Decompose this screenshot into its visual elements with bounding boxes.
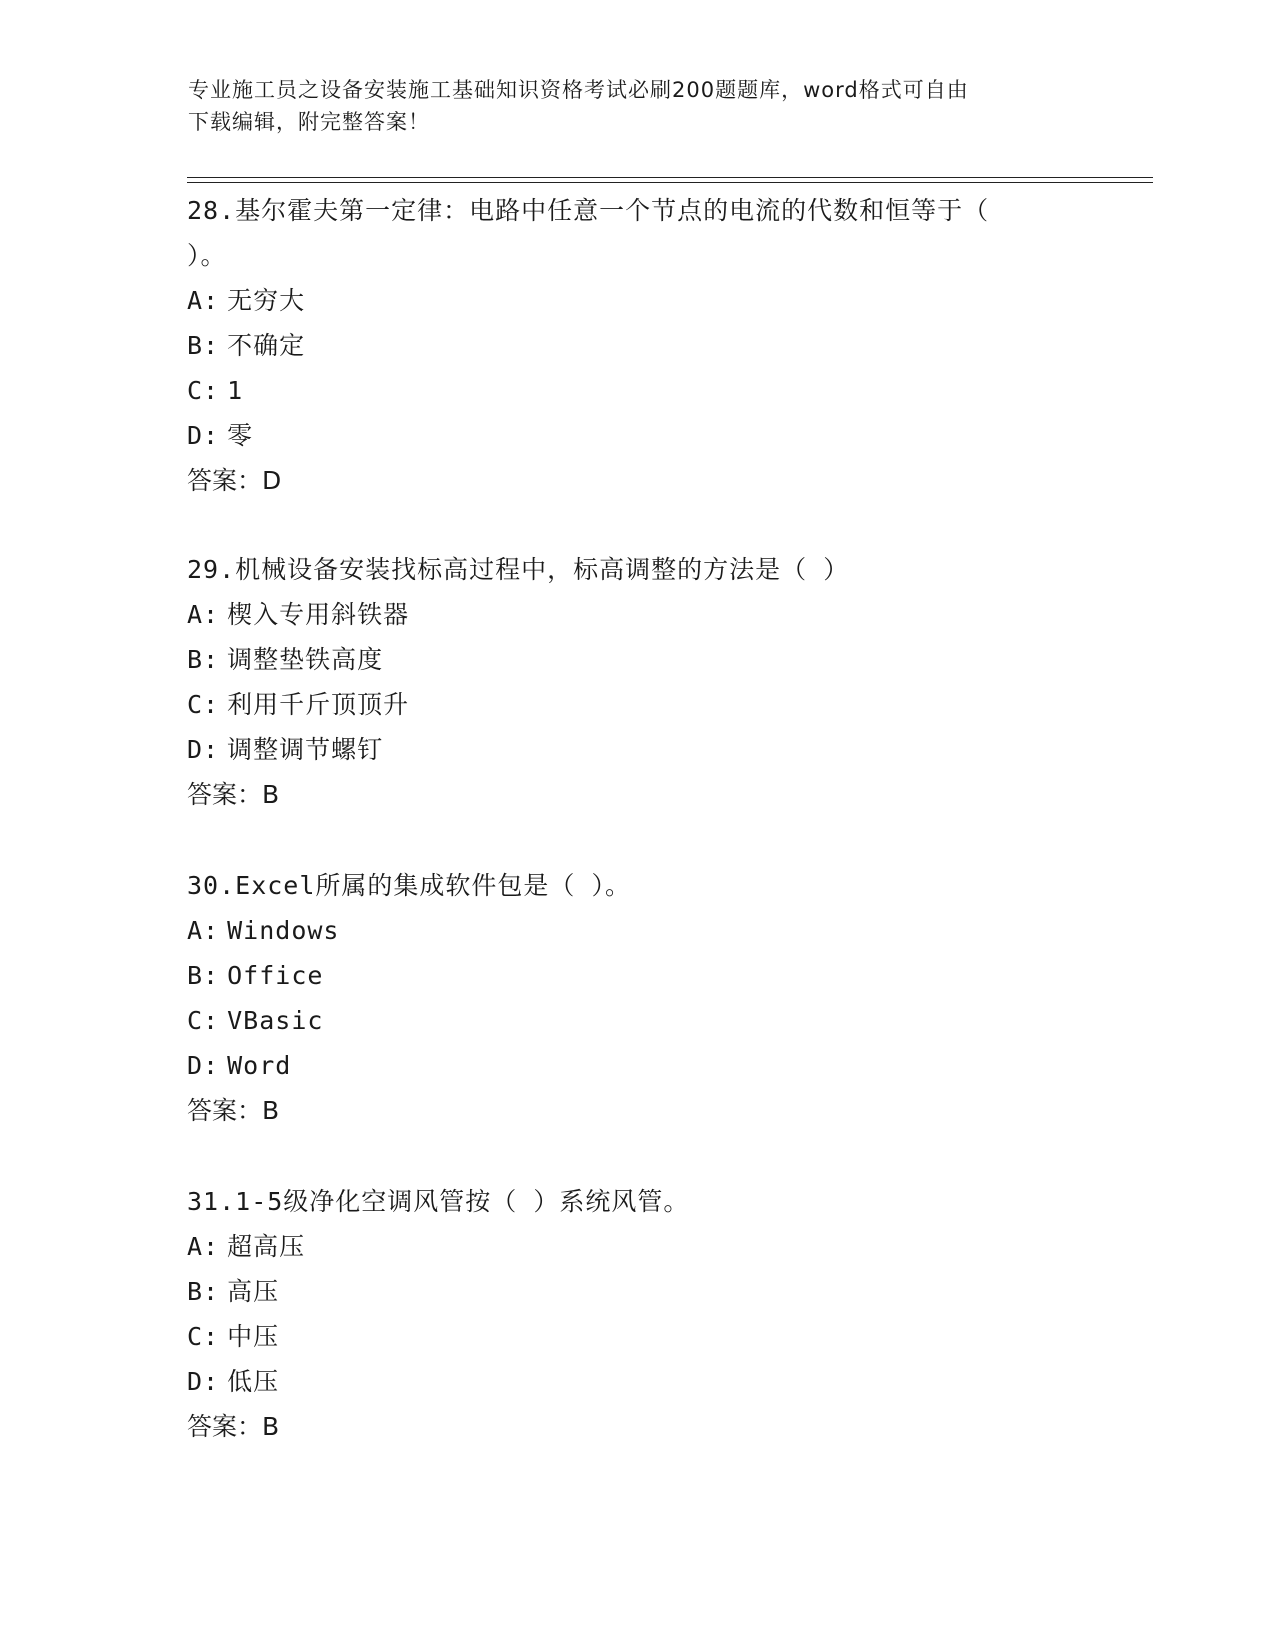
option-text: 调整调节螺钉 <box>227 735 384 764</box>
option-a <box>187 278 1087 323</box>
option-letter: A: <box>187 1232 220 1261</box>
option-text: 零 <box>227 421 254 450</box>
option-letter: D: <box>187 735 220 764</box>
option-letter: C: <box>187 690 220 719</box>
option-letter: C: <box>187 1322 220 1351</box>
option-letter: B: <box>187 961 220 990</box>
option-letter: D: <box>187 421 220 450</box>
option-a <box>187 1224 1087 1269</box>
question-stem: 31.1-5级净化空调风管按（ ）系统风管。 <box>187 1187 690 1216</box>
option-text: 超高压 <box>227 1232 306 1261</box>
option-d <box>187 727 1087 772</box>
option-b <box>187 637 1087 682</box>
option-b <box>187 1269 1087 1314</box>
option-b <box>187 953 1087 998</box>
option-text: 利用千斤顶顶升 <box>227 690 410 719</box>
option-letter: D: <box>187 1051 220 1080</box>
option-b <box>187 323 1087 368</box>
option-text: 无穷大 <box>227 286 306 315</box>
question-29 <box>187 547 1087 817</box>
option-letter: A: <box>187 916 220 945</box>
answer-line: 答案：B <box>187 780 280 809</box>
answer-line: 答案：D <box>187 466 282 495</box>
question-31 <box>187 1179 1087 1449</box>
option-d <box>187 1359 1087 1404</box>
option-c <box>187 368 1087 413</box>
option-c <box>187 1314 1087 1359</box>
option-text: 低压 <box>227 1367 280 1396</box>
option-text: 调整垫铁高度 <box>227 645 384 674</box>
option-text: VBasic <box>227 1006 324 1035</box>
option-letter: C: <box>187 376 220 405</box>
option-text: 高压 <box>227 1277 280 1306</box>
question-stem: 28.基尔霍夫第一定律：电路中任意一个节点的电流的代数和恒等于（ <box>187 196 990 225</box>
option-text: Office <box>227 961 324 990</box>
option-c <box>187 998 1087 1043</box>
option-letter: D: <box>187 1367 220 1396</box>
option-letter: A: <box>187 286 220 315</box>
option-letter: A: <box>187 600 220 629</box>
option-text: 不确定 <box>227 331 306 360</box>
option-a <box>187 592 1087 637</box>
option-d <box>187 413 1087 458</box>
question-stem: 30.Excel所属的集成软件包是（ ）。 <box>187 871 631 900</box>
option-letter: B: <box>187 331 220 360</box>
option-letter: C: <box>187 1006 220 1035</box>
answer-line: 答案：B <box>187 1412 280 1441</box>
option-c <box>187 682 1087 727</box>
question-stem-continued: ）。 <box>187 241 227 270</box>
option-text: 1 <box>227 376 244 405</box>
question-28 <box>187 188 1087 503</box>
header-divider-bottom <box>187 182 1153 183</box>
answer-line: 答案：B <box>187 1096 280 1125</box>
option-letter: B: <box>187 1277 220 1306</box>
header-line-2: 下载编辑，附完整答案！ <box>188 110 430 134</box>
option-text: 中压 <box>227 1322 280 1351</box>
question-30 <box>187 863 1087 1133</box>
header-line-1: 专业施工员之设备安装施工基础知识资格考试必刷200题题库，word格式可自由 <box>188 78 969 102</box>
document-header <box>188 74 1088 138</box>
option-d <box>187 1043 1087 1088</box>
question-stem: 29.机械设备安装找标高过程中，标高调整的方法是（ ） <box>187 555 850 584</box>
option-text: Windows <box>227 916 340 945</box>
header-divider-top <box>187 177 1153 178</box>
option-letter: B: <box>187 645 220 674</box>
option-a <box>187 908 1087 953</box>
option-text: 楔入专用斜铁器 <box>227 600 410 629</box>
option-text: Word <box>227 1051 292 1080</box>
